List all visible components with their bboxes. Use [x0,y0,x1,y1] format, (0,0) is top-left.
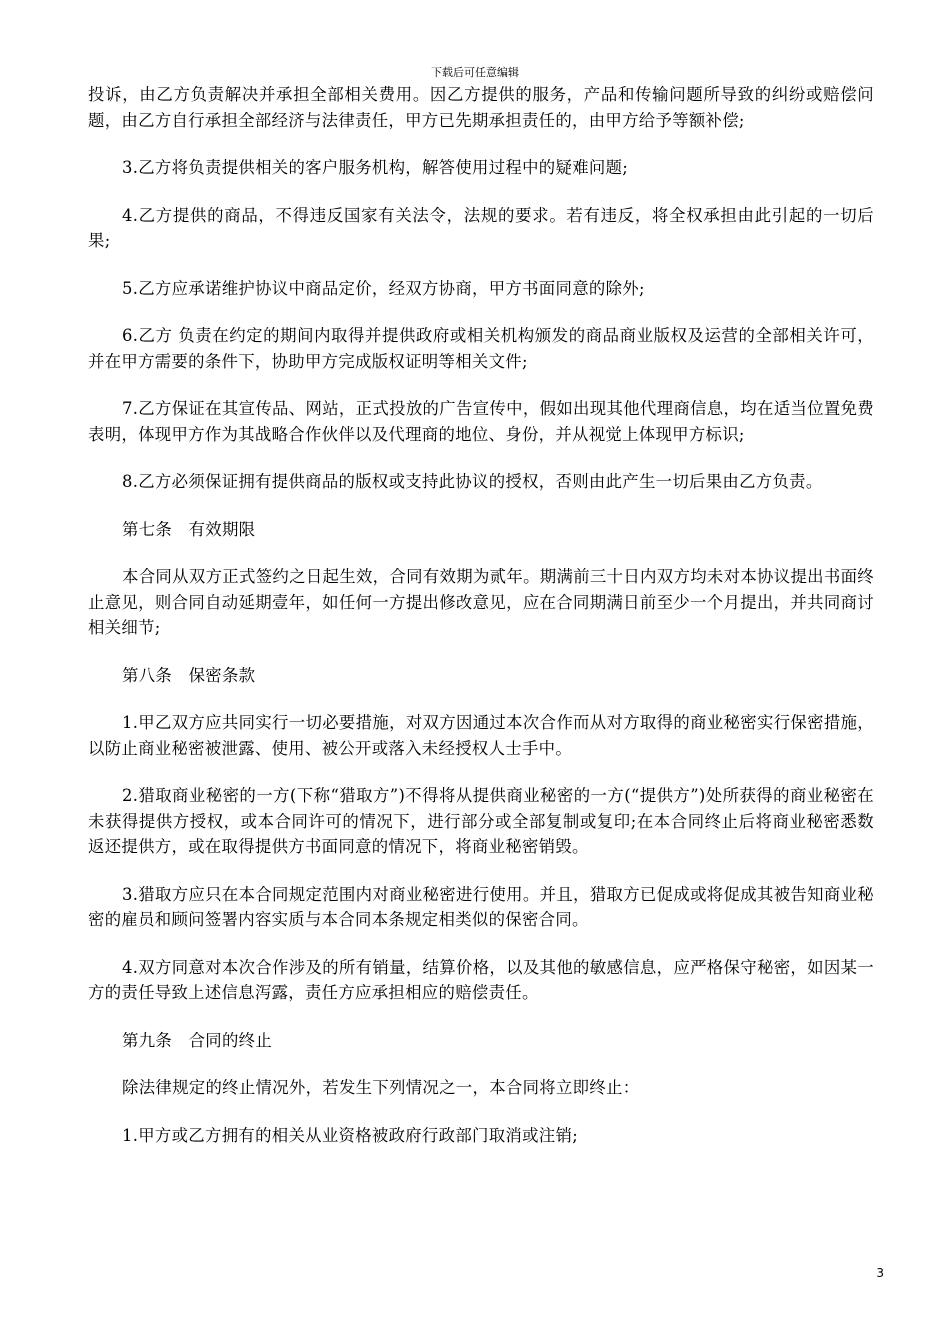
paragraph-termination-intro: 除法律规定的终止情况外，若发生下列情况之一，本合同将立即终止： [122,1078,640,1097]
paragraph-continuation: 投诉，由乙方负责解决并承担全部相关费用。因乙方提供的服务，产品和传输问题所导致的纠纷或赔偿问题，由乙方自行承担全部经济与法律责任，甲方已先期承担责任的，由甲方给予等额补偿; [88,85,874,130]
paragraph-confidentiality-2: 2.猎取商业秘密的一方(下称“猎取方”)不得将从提供商业秘密的一方(“提供方”)处所获得的商业秘密在未获得提供方授权，或本合同许可的情况下，进行部分或全部复制或复印;在本合同终止后将商业秘密悉数返还提供方，或在取得提供方书面同意的情况下，将商业秘密销毁。 [88,786,874,856]
section-heading-article-9: 第九条 合同的终止 [122,1030,273,1050]
paragraph-confidentiality-1: 1.甲乙双方应共同实行一切必要措施，对双方因通过本次合作而从对方取得的商业秘密实行保密措施，以防止商业秘密被泄露、使用、被公开或落入未经授权人士手中。 [88,713,874,758]
paragraph-validity-term: 本合同从双方正式签约之日起生效，合同有效期为贰年。期满前三十日内双方均未对本协议提出书面终止意见，则合同自动延期壹年，如任何一方提出修改意见，应在合同期满日前至少一个月提出，并共同商讨相关细节; [88,567,874,637]
paragraph-clause-8: 8.乙方必须保证拥有提供商品的版权或支持此协议的授权，否则由此产生一切后果由乙方负责。 [122,472,823,491]
section-heading-article-7: 第七条 有效期限 [122,519,256,539]
paragraph-clause-3: 3.乙方将负责提供相关的客户服务机构，解答使用过程中的疑难问题; [122,158,629,177]
paragraph-termination-1: 1.甲方或乙方拥有的相关从业资格被政府行政部门取消或注销; [122,1125,579,1145]
page-number: 3 [876,1266,884,1280]
paragraph-clause-6: 6.乙方 负责在约定的期间内取得并提供政府或相关机构颁发的商品商业版权及运营的全部相关许可，并在甲方需要的条件下，协助甲方完成版权证明等相关文件; [88,326,874,371]
document-body [88,82,874,1170]
paragraph-clause-4: 4.乙方提供的商品，不得违反国家有关法令，法规的要求。若有违反，将全权承担由此引起的一切后果; [88,205,874,250]
paragraph-clause-5: 5.乙方应承诺维护协议中商品定价，经双方协商，甲方书面同意的除外; [122,278,645,298]
header-note: 下载后可任意编辑 [431,66,519,79]
section-heading-article-8: 第八条 保密条款 [122,665,256,685]
paragraph-confidentiality-4: 4.双方同意对本次合作涉及的所有销量，结算价格，以及其他的敏感信息，应严格保守秘密，如因某一方的责任导致上述信息泻露，责任方应承担相应的赔偿责任。 [88,957,874,1002]
paragraph-confidentiality-3: 3.猎取方应只在本合同规定范围内对商业秘密进行使用。并且，猎取方已促成或将促成其被告知商业秘密的雇员和顾问签署内容实质与本合同本条规定相类似的保密合同。 [88,884,874,929]
paragraph-clause-7: 7.乙方保证在其宣传品、网站，正式投放的广告宣传中，假如出现其他代理商信息，均在适当位置免费表明，体现甲方作为其战略合作伙伴以及代理商的地位、身份，并从视觉上体现甲方标识; [88,399,874,444]
